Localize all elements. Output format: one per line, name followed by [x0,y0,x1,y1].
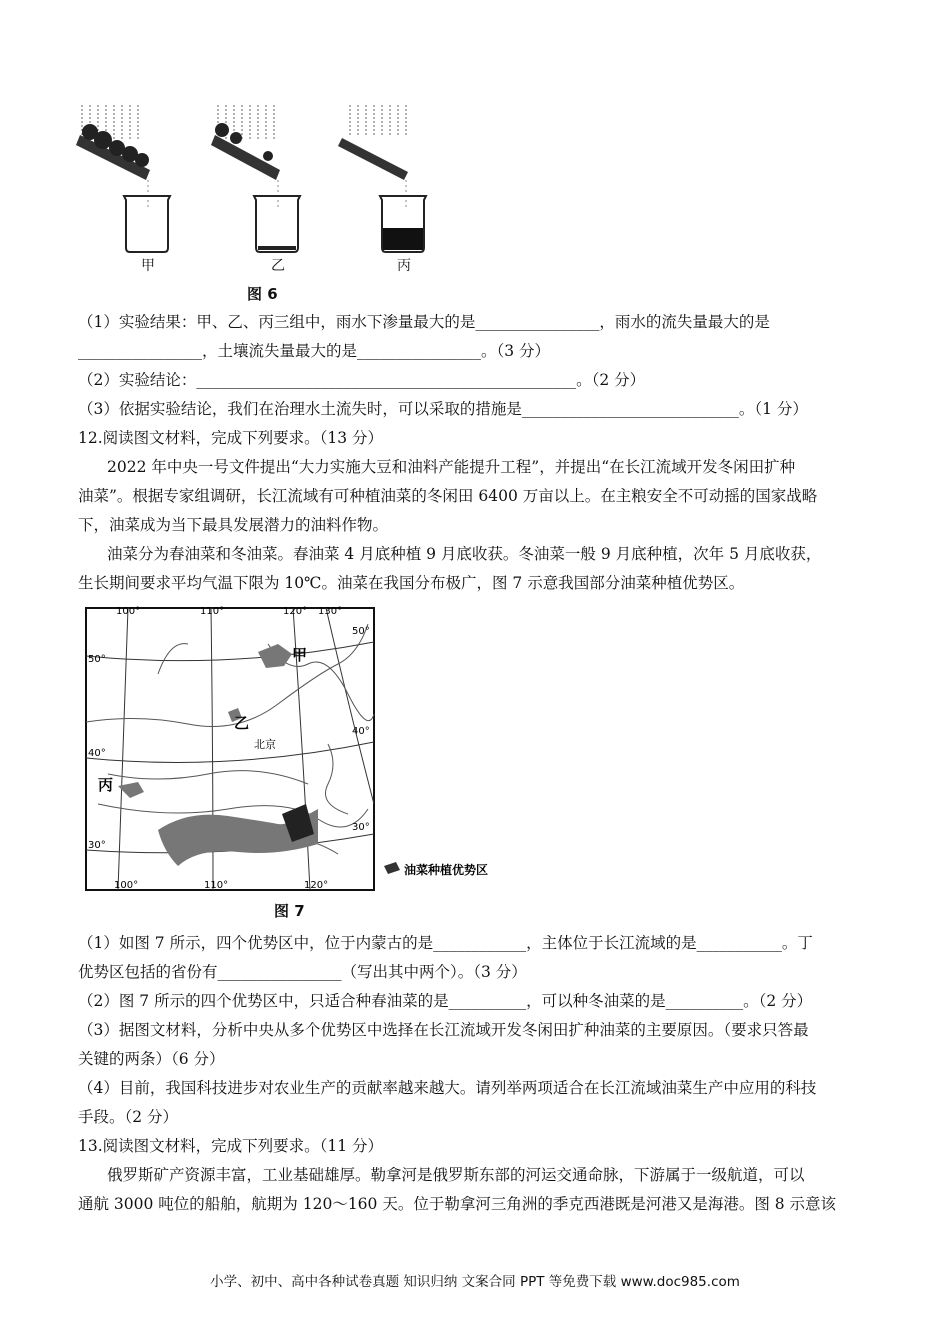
lat-label-left-50: 50° [88,654,106,665]
lon-label-top-100: 100° [116,606,141,617]
q11-part2: （2）实验结论：_________________________________________________。（2 分） [78,371,646,389]
lat-label-right-40: 40° [352,726,370,737]
q13-para1-line2: 通航 3000 吨位的船舶，航期为 120～160 天。位于勒拿河三角洲的季克西港既是河港又是海港。图 8 示意该 [78,1195,837,1213]
q12-para2-line2: 生长期间要求平均气温下限为 10℃。油菜在我国分布极广，图 7 示意我国部分油菜种植优势区。 [78,574,745,592]
legend-label: 油菜种植优势区 [404,863,489,877]
lat-label-right-50: 50° [352,626,370,637]
q11-part3: （3）依据实验结论，我们在治理水土流失时，可以采取的措施是____________________________。（1 分） [78,400,808,418]
beaker-label-bing: 丙 [397,258,411,274]
lon-label-bottom-100: 100° [114,880,139,891]
q11-part1-line1: （1）实验结果：甲、乙、丙三组中，雨水下渗量最大的是________________，雨水的流失量最大的是 [78,313,770,331]
q12-para1-line2: 油菜”。根据专家组调研，长江流域有可种植油菜的冬闲田 6400 万亩以上。在主粮安全不可动摇的国家战略 [78,487,818,505]
beaker-label-jia: 甲 [141,258,155,274]
q12-para1-line1: 2022 年中央一号文件提出“大力实施大豆和油料产能提升工程”，并提出“在长江流域开发冬闲田扩种 [107,458,796,476]
lon-label-top-120: 120° [283,606,308,617]
q12-para1-line3: 下，油菜成为当下最具发展潜力的油料作物。 [78,516,389,534]
region-label-bing: 丙 [98,776,114,794]
lon-label-bottom-120: 120° [304,880,329,891]
lon-label-top-130: 130° [318,606,343,617]
q12-part3-line1: （3）据图文材料，分析中央从多个优势区中选择在长江流域开发冬闲田扩种油菜的主要原因。（要求只答最 [78,1021,809,1039]
q12-part4-line1: （4）目前，我国科技进步对农业生产的贡献率越来越大。请列举两项适合在长江流域油菜生产中应用的科技 [78,1079,817,1097]
q13-title: 13.阅读图文材料，完成下列要求。（11 分） [78,1137,384,1155]
q12-para2-line1: 油菜分为春油菜和冬油菜。春油菜 4 月底种植 9 月底收获。冬油菜一般 9 月底种植，次年 5 月底收获， [107,545,822,563]
page-footer: 小学、初中、高中各种试卷真题 知识归纳 文案合同 PPT 等免费下载 www.doc985.com [210,1274,740,1290]
figure7-map [78,604,508,894]
q12-part3-line2: 关键的两条）（6 分） [78,1050,225,1068]
q12-part4-line2: 手段。（2 分） [78,1108,179,1126]
lat-label-right-30: 30° [352,822,370,833]
legend-swatch [384,862,400,874]
lon-label-bottom-110: 110° [204,880,229,891]
figure6-illustration [70,100,430,280]
q12-title: 12.阅读图文材料，完成下列要求。（13 分） [78,429,384,447]
lat-label-left-30: 30° [88,840,106,851]
q12-part2: （2）图 7 所示的四个优势区中，只适合种春油菜的是__________，可以种冬油菜的是__________。（2 分） [78,992,813,1010]
region-label-yi: 乙 [234,714,250,732]
region-label-jia: 甲 [292,646,308,664]
beaker-label-yi: 乙 [271,258,285,274]
city-label-beijing: 北京 [254,738,276,751]
lon-label-top-110: 110° [200,606,225,617]
lat-label-left-40: 40° [88,748,106,759]
figure6-caption: 图 6 [247,285,278,303]
q12-part1-line1: （1）如图 7 所示，四个优势区中，位于内蒙古的是____________，主体位于长江流域的是___________。丁 [78,934,813,952]
q12-part1-line2: 优势区包括的省份有________________（写出其中两个）。（3 分） [78,963,527,981]
figure7-caption: 图 7 [274,902,305,920]
q13-para1-line1: 俄罗斯矿产资源丰富，工业基础雄厚。勒拿河是俄罗斯东部的河运交通命脉，下游属于一级航道，可以 [107,1166,805,1184]
q11-part1-line2: ________________，土壤流失量最大的是________________。（3 分） [78,342,551,360]
